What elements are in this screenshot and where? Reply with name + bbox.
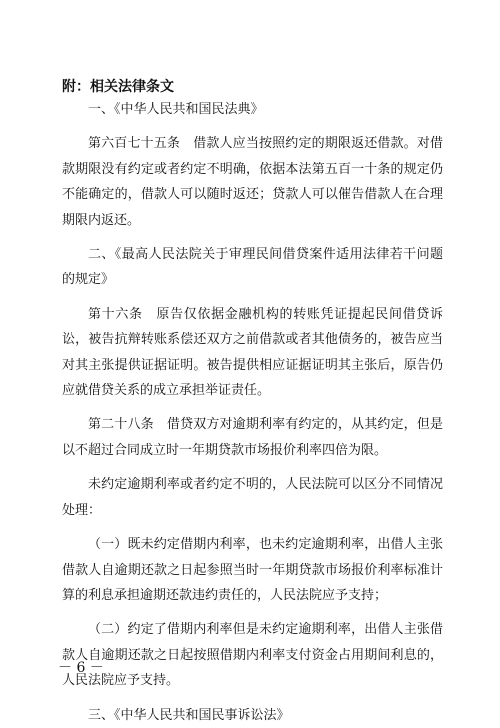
article-675: 第六百七十五条 借款人应当按照约定的期限返还借款。对借款期限没有约定或者约定不明确，依据本法第五百一十条的规定仍不能确定的，借款人可以随时返还；贷款人可以催告借款人在合理期限内返还。 [62,136,443,228]
clause-two: （二）约定了借期内利率但是未约定逾期利率，出借人主张借款人自逾期还款之日起按照借期内利率支付资金占用期间利息的，人民法院应予支持。 [62,622,443,689]
appendix-heading: 附：相关法律条文 [62,79,174,95]
clause-one: （一）既未约定借期内利率，也未约定逾期利率，出借人主张借款人自逾期还款之日起参照当时一年期贷款市场报价利率标准计算的利息承担逾期还款违约责任的，人民法院应予支持； [62,537,443,603]
civil-code-title: 一、《中华人民共和国民法典》 [88,102,264,117]
supreme-court-rules-title: 二、《最高人民法院关于审理民间借贷案件适用法律若干问题的规定》 [62,247,443,288]
article-16: 第十六条 原告仅依据金融机构的转账凭证提起民间借贷诉讼，被告抗辩转账系偿还双方之前借款或者其他债务的，被告应当对其主张提供证据证明。被告提供相应证据证明其主张后，原告仍应就借贷关系的成立承担举证责任。 [62,306,443,399]
page-number: － 6 － [58,660,104,676]
civil-procedure-law-title: 三、《中华人民共和国民事诉讼法》 [88,707,290,723]
overdue-rate-intro: 未约定逾期利率或者约定不明的，人民法院可以区分不同情况处理： [62,477,443,518]
article-28: 第二十八条 借贷双方对逾期利率有约定的，从其约定，但是以不超过合同成立时一年期贷款市场报价利率四倍为限。 [62,417,443,458]
law-text [62,97,443,728]
